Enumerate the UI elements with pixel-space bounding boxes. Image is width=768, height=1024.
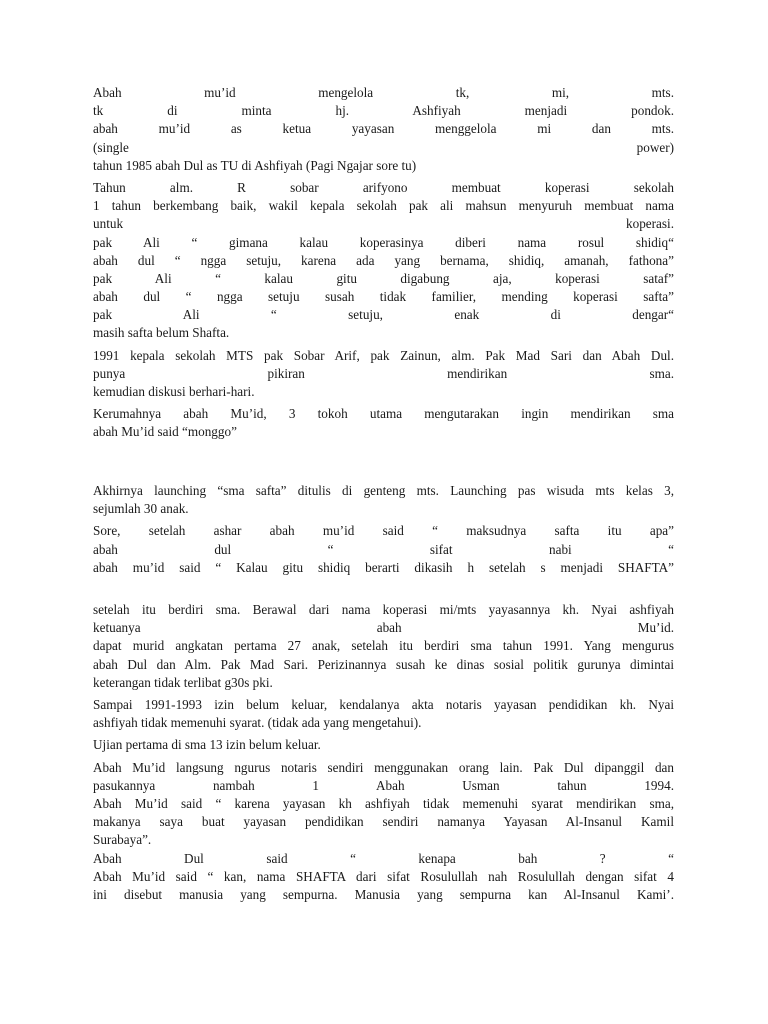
text-line: abah mu’id said “ Kalau gitu shidiq berarti dikasih h setelah s menjadi SHAFTA” bbox=[93, 559, 674, 575]
document-body bbox=[93, 80, 674, 904]
text-line: Sore, setelah ashar abah mu’id said “ maksudnya safta itu apa” bbox=[93, 523, 674, 539]
text-line: Abah Mu’id langsung ngurus notaris sendiri menggunakan orang lain. Pak Dul dipanggil dan bbox=[93, 759, 674, 775]
text-line: abah Dul dan Alm. Pak Mad Sari. Perizinannya susah ke dinas sosial politik gurunya dimintai bbox=[93, 656, 674, 672]
text-line: abah dul “ ngga setuju susah tidak familier, mending koperasi safta” bbox=[93, 289, 674, 305]
text-line: dapat murid angkatan pertama 27 anak, setelah itu berdiri sma tahun 1991. Yang mengurus bbox=[93, 638, 674, 654]
text-line: Abah mu’id mengelola tk, mi, mts. bbox=[93, 85, 674, 100]
text-line: Sampai 1991-1993 izin belum keluar, kendalanya akta notaris yayasan pendidikan kh. Nyai bbox=[93, 697, 674, 712]
text-line: abah mu’id as ketua yayasan menggelola mi dan mts. bbox=[93, 121, 674, 137]
text-line: Kerumahnya abah Mu’id, 3 tokoh utama mengutarakan ingin mendirikan sma bbox=[93, 406, 674, 422]
text-line: tk di minta hj. Ashfiyah menjadi pondok. bbox=[93, 103, 674, 119]
text-line: Surabaya”. bbox=[93, 832, 152, 848]
text-line: Abah Mu’id said “ kan, nama SHAFTA dari sifat Rosulullah nah Rosulullah dengan sifat 4 bbox=[93, 868, 674, 884]
text-line: sejumlah 30 anak. bbox=[93, 501, 189, 517]
paragraph bbox=[93, 347, 674, 402]
text-line: pak Ali “ kalau gitu digabung aja, koperasi sataf” bbox=[93, 270, 674, 286]
text-line: Ujian pertama di sma 13 izin belum keluar. bbox=[93, 737, 321, 753]
text-line: ashfiyah tidak memenuhi syarat. (tidak ada yang mengetahui). bbox=[93, 715, 422, 731]
text-line: abah dul “ ngga setuju, karena ada yang bernama, shidiq, amanah, fathona” bbox=[93, 252, 674, 268]
text-line bbox=[93, 577, 674, 595]
text-line: abah dul “ sifat nabi “ bbox=[93, 541, 674, 557]
text-line: Tahun alm. R sobar arifyono membuat koperasi sekolah bbox=[93, 179, 674, 195]
text-line: Akhirnya launching “sma safta” ditulis di genteng mts. Launching pas wisuda mts kelas 3, bbox=[93, 482, 674, 498]
paragraph bbox=[93, 482, 674, 518]
text-line: (single power) bbox=[93, 139, 674, 155]
text-line: Abah Dul said “ kenapa bah ? “ bbox=[93, 850, 674, 866]
paragraph bbox=[93, 759, 674, 905]
text-line: pak Ali “ gimana kalau koperasinya diberi nama rosul shidiq“ bbox=[93, 234, 674, 250]
paragraph bbox=[93, 601, 674, 692]
text-line: untuk koperasi. bbox=[93, 216, 674, 232]
paragraph bbox=[93, 405, 674, 478]
paragraph bbox=[93, 696, 674, 732]
text-line: ini disebut manusia yang sempurna. Manusia yang sempurna kan Al-Insanul Kami’. bbox=[93, 886, 674, 902]
paragraph bbox=[93, 522, 674, 595]
text-line: tahun 1985 abah Dul as TU di Ashfiyah (Pagi Ngajar sore tu) bbox=[93, 157, 417, 173]
text-line: Abah Mu’id said “ karena yayasan kh ashfiyah tidak memenuhi syarat mendirikan sma, bbox=[93, 795, 674, 811]
text-line: abah Mu’id said “monggo” bbox=[93, 424, 237, 440]
text-line: kemudian diskusi berhari-hari. bbox=[93, 384, 255, 399]
text-line: 1 tahun berkembang baik, wakil kepala sekolah pak ali mahsun menyuruh membuat nama bbox=[93, 198, 674, 214]
text-line bbox=[93, 460, 674, 478]
text-line: setelah itu berdiri sma. Berawal dari nama koperasi mi/mts yayasannya kh. Nyai ashfiyah bbox=[93, 602, 674, 618]
text-line: keterangan tidak terlibat g30s pki. bbox=[93, 674, 273, 690]
text-line: 1991 kepala sekolah MTS pak Sobar Arif, pak Zainun, alm. Pak Mad Sari dan Abah Dul. bbox=[93, 347, 674, 363]
paragraph bbox=[93, 84, 674, 175]
text-line: pak Ali “ setuju, enak di dengar“ bbox=[93, 307, 674, 323]
paragraph bbox=[93, 179, 674, 343]
text-line: pasukannya nambah 1 Abah Usman tahun 1994. bbox=[93, 777, 674, 793]
text-line: masih safta belum Shafta. bbox=[93, 325, 230, 341]
text-line: makanya saya buat yayasan pendidikan sendiri namanya Yayasan Al-Insanul Kamil bbox=[93, 814, 674, 830]
paragraph bbox=[93, 736, 674, 754]
text-line bbox=[93, 442, 674, 460]
text-line: ketuanya abah Mu’id. bbox=[93, 620, 674, 636]
text-line: punya pikiran mendirikan sma. bbox=[93, 365, 674, 381]
